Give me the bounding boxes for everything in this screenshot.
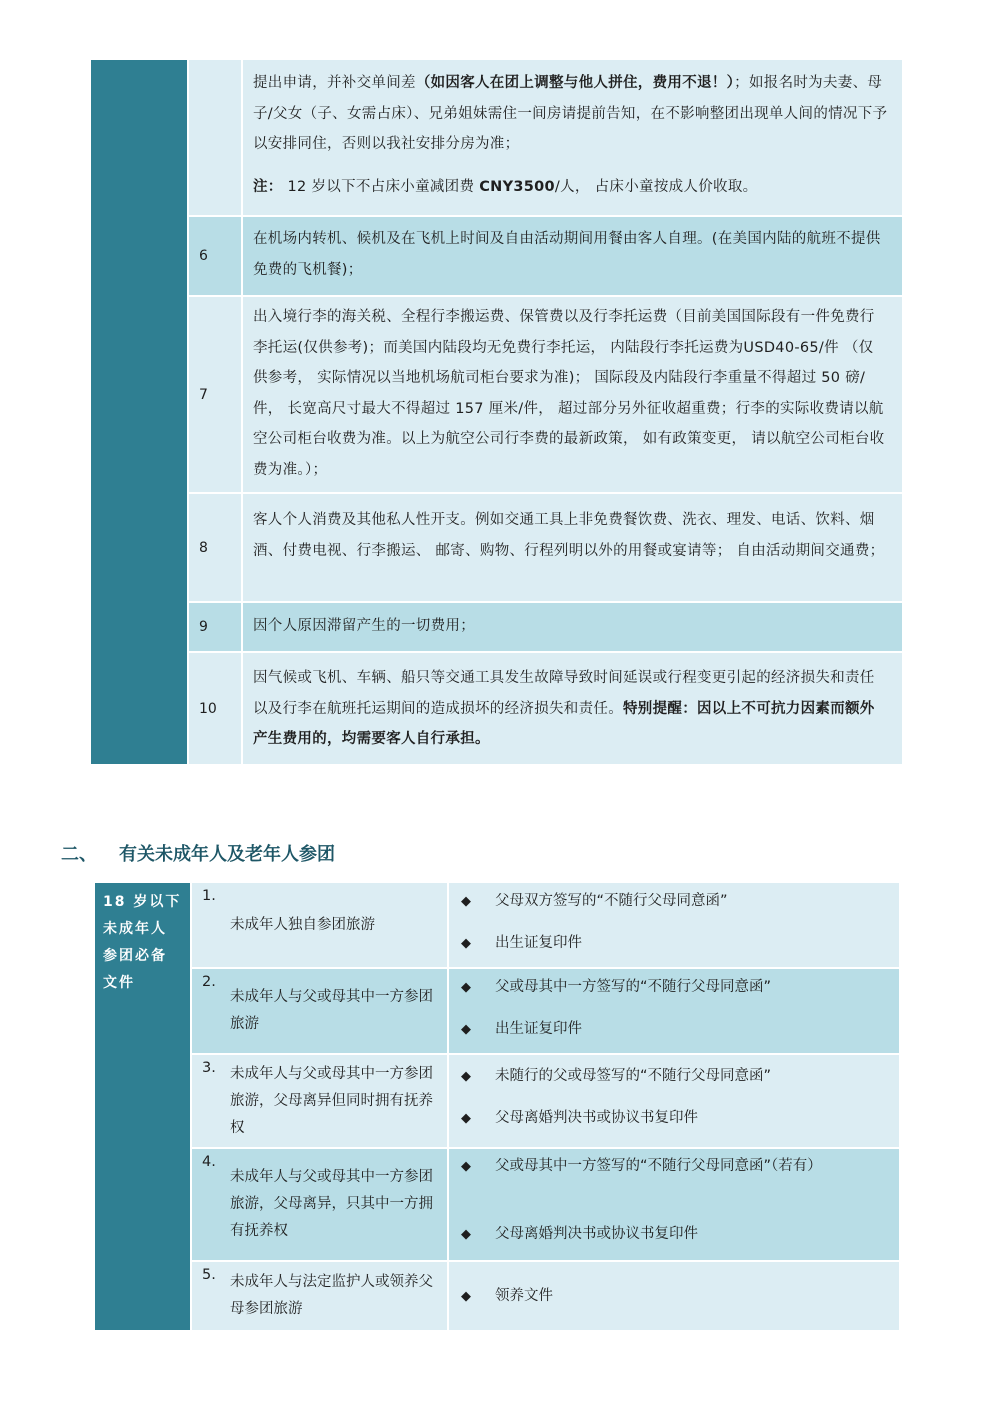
condition-text: 未成年人与父或母其中一方参团旅游，父母离异但同时拥有抚养权: [230, 1065, 433, 1136]
diamond-bullet-icon: ◆: [461, 1159, 471, 1174]
condition-text: 未成年人与父或母其中一方参团旅游: [230, 989, 433, 1032]
table-row: [189, 217, 902, 295]
table-row: [192, 1149, 899, 1260]
minors-documents-table: [95, 883, 899, 1330]
row-number: 9: [199, 619, 208, 635]
documents-cell: [449, 1149, 899, 1260]
row-number: 8: [199, 539, 208, 556]
document-text: 出生证复印件: [495, 1021, 582, 1037]
document-item: [461, 974, 869, 1001]
table-row: [192, 969, 899, 1053]
table-row: [189, 494, 902, 601]
row-text: [243, 60, 902, 215]
text-segment: 12 岁以下不占床小童减团费: [282, 178, 480, 195]
document-item: [461, 1221, 869, 1248]
table-row: [192, 1055, 899, 1147]
text-segment: 因气候或飞机、车辆、船只等交通工具发生故障导致时间延误或行程变更引起的经济损失和责任以及行李在航班托运期间的造成损坏的经济损失和责任。: [253, 670, 875, 717]
table-row: [189, 60, 902, 215]
row-paragraph: [253, 68, 888, 160]
diamond-bullet-icon: ◆: [461, 1069, 471, 1084]
table-row: [192, 1262, 899, 1330]
diamond-bullet-icon: ◆: [461, 1111, 471, 1126]
document-text: 父母离婚判决书或协议书复印件: [495, 1110, 698, 1126]
side-label: 18 岁以下未成年人参团必备文件: [95, 883, 190, 1330]
text-segment: 客人个人消费及其他私人性开支。例如交通工具上非免费餐饮费、洗衣、理发、电话、饮料、烟酒、付费电视、行李搬运、 邮寄、购物、行程列明以外的用餐或宴请等； 自由活动期间交通费；: [253, 512, 885, 559]
table-row: [189, 603, 902, 651]
text-segment: 在机场内转机、候机及在飞机上时间及自由活动期间用餐由客人自理。(在美国内陆的航班不提供免费的飞机餐)；: [253, 231, 881, 278]
document-item: [461, 930, 869, 957]
condition-cell: [192, 1262, 447, 1330]
diamond-bullet-icon: ◆: [461, 1022, 471, 1037]
fee-exclusions-table: [91, 60, 902, 764]
row-text: [243, 297, 902, 492]
table-row: [189, 653, 902, 764]
section-number: 二、: [61, 844, 97, 865]
row-number: 6: [199, 248, 208, 264]
condition-number: 3.: [202, 1060, 216, 1076]
row-text: [243, 603, 902, 651]
document-text: 父母离婚判决书或协议书复印件: [495, 1226, 698, 1242]
condition-cell: [192, 1149, 447, 1260]
condition-cell: [192, 1055, 447, 1147]
table-side-column: [91, 60, 187, 764]
bold-text-segment: 特别提醒：因以上不可抗力因素而额外产生费用的，均需要客人自行承担。: [253, 700, 875, 747]
row-number: [189, 60, 241, 215]
document-text: 父母双方签写的“不随行父母同意函”: [495, 893, 728, 909]
diamond-bullet-icon: ◆: [461, 1227, 471, 1242]
bold-text-segment: CNY3500: [479, 178, 555, 195]
document-item: [461, 1016, 869, 1043]
note-label: 注：: [253, 178, 283, 195]
diamond-bullet-icon: ◆: [461, 1289, 471, 1304]
document-item: [461, 888, 869, 915]
documents-cell: [449, 1262, 899, 1330]
documents-cell: [449, 1055, 899, 1147]
row-text: [243, 653, 902, 764]
document-text: 父或母其中一方签写的“不随行父母同意函”（若有）: [495, 1158, 822, 1174]
bold-text-segment: （如因客人在团上调整与他人拼住，费用不退！）: [415, 75, 735, 91]
documents-cell: [449, 883, 899, 967]
condition-cell: [192, 969, 447, 1053]
document-text: 未随行的父或母签写的“不随行父母同意函”: [495, 1068, 772, 1084]
document-item: [461, 1153, 869, 1180]
condition-number: 4.: [202, 1154, 216, 1170]
section-heading: [61, 840, 335, 866]
row-text: [243, 217, 902, 295]
document-item: [461, 1283, 869, 1310]
section-title: 有关未成年人及老年人参团: [119, 844, 335, 865]
diamond-bullet-icon: ◆: [461, 980, 471, 995]
condition-cell: [192, 883, 447, 967]
document-text: 出生证复印件: [495, 935, 582, 951]
condition-number: 2.: [202, 974, 216, 990]
row-number: 7: [199, 386, 208, 403]
table-row: [192, 883, 899, 967]
document-text: 领养文件: [495, 1288, 553, 1304]
row-number: 10: [199, 700, 217, 717]
condition-number: 5.: [202, 1267, 216, 1283]
text-segment: 出入境行李的海关税、全程行李搬运费、保管费以及行李托运费（目前美国国际段有一件免费行李托运(仅供参考)；而美国内陆段均无免费行李托运， 内陆段行李托运费为USD40-65/件 （仅供参考， 实际情况以当地机场航司柜台要求为准)； 国际段及内陆段行李重量不得超过 50 磅/件， 长宽高尺寸最大不得超过 157 厘米/件， 超过部分另外征收超重费；行李的实际收费请以航空公司柜台收费为准。以上为航空公司行李费的最新政策， 如有政策变更， 请以航空公司柜台收费为准。）；: [253, 309, 885, 478]
row-text: [243, 494, 902, 601]
table-row: [189, 297, 902, 492]
condition-number: 1.: [202, 888, 216, 904]
document-item: [461, 1063, 869, 1090]
document-text: 父或母其中一方签写的“不随行父母同意函”: [495, 979, 772, 995]
condition-text: 未成年人与父或母其中一方参团旅游，父母离异，只其中一方拥有抚养权: [230, 1169, 433, 1239]
diamond-bullet-icon: ◆: [461, 936, 471, 951]
row-note: [253, 172, 888, 203]
text-segment: 因个人原因滞留产生的一切费用；: [253, 618, 475, 634]
document-item: [461, 1105, 869, 1132]
text-segment: ；如报名时为夫妻、母子/父女（子、女需占床）、兄弟姐妹需住一间房请提前告知，在不影响整团出现单人间的情况下予以安排同住，否则以我社安排分房为准；: [253, 75, 888, 152]
condition-text: 未成年人独自参团旅游: [230, 916, 375, 933]
text-segment: /人， 占床小童按成人价收取。: [554, 178, 758, 195]
diamond-bullet-icon: ◆: [461, 894, 471, 909]
documents-cell: [449, 969, 899, 1053]
condition-text: 未成年人与法定监护人或领养父母参团旅游: [230, 1274, 433, 1317]
text-segment: 提出申请，并补交单间差: [253, 75, 416, 91]
